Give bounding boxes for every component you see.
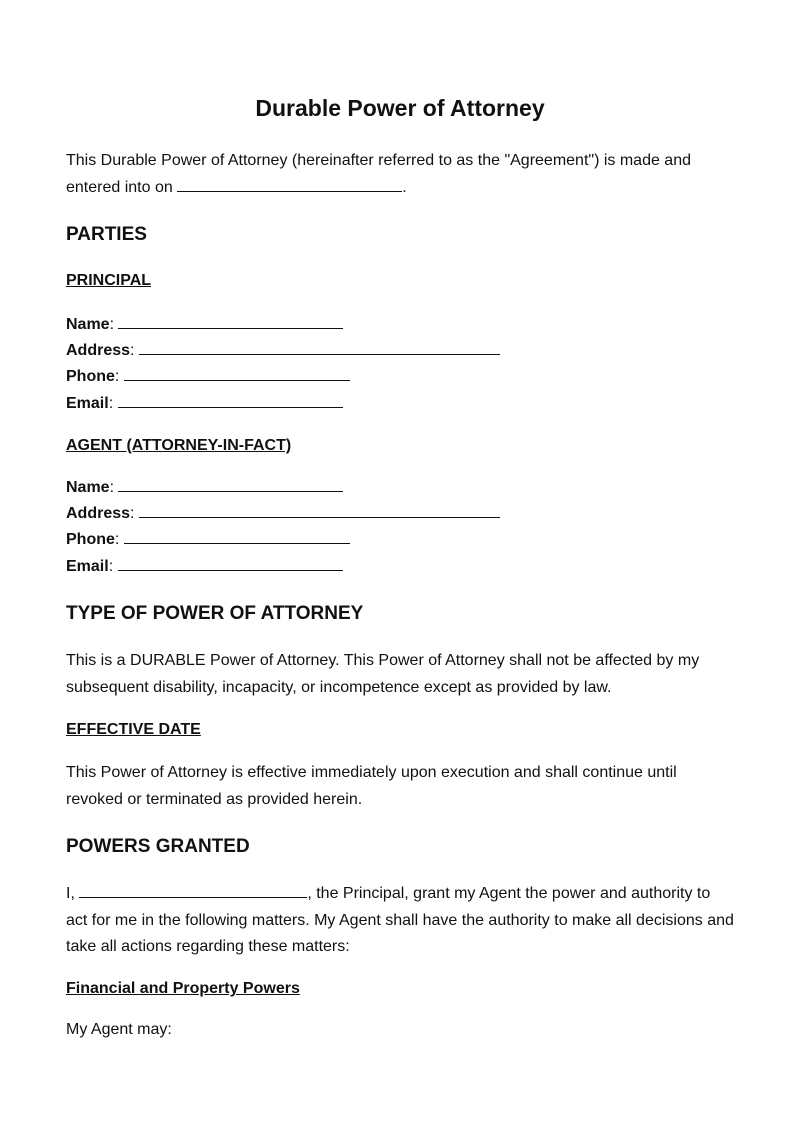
principal-address-row: [66, 338, 736, 364]
principal-name-label: Name: [66, 316, 110, 333]
separator: :: [114, 368, 120, 386]
financial-heading: Financial and Property Powers: [66, 980, 300, 997]
separator: :: [114, 531, 120, 549]
agent-phone-row: [66, 527, 736, 553]
effective-date-heading: EFFECTIVE DATE: [66, 721, 201, 738]
intro-text: This Durable Power of Attorney (hereinafter referred to as the "Agreement") is made and entered into on: [66, 152, 691, 196]
principal-name-row: [66, 312, 736, 338]
principal-phone-row: [66, 364, 736, 390]
principal-address-field[interactable]: [139, 340, 500, 355]
intro-paragraph: [66, 148, 736, 201]
type-paragraph: This is a DURABLE Power of Attorney. This Power of Attorney shall not be affected by my subsequent disability, incapacity, or incompetence except as provided by law.: [66, 652, 700, 696]
separator: :: [130, 505, 135, 523]
agent-email-field[interactable]: [118, 556, 343, 571]
principal-name-field[interactable]: [118, 314, 343, 329]
separator: :: [108, 394, 114, 412]
separator: :: [109, 479, 115, 496]
powers-paragraph: [66, 881, 736, 961]
parties-heading: PARTIES: [66, 224, 147, 245]
agent-heading: AGENT (ATTORNEY-IN-FACT): [66, 437, 292, 454]
intro-end: .: [402, 178, 407, 196]
document-title: Durable Power of Attorney: [255, 95, 545, 121]
principal-grant-name-field[interactable]: [79, 883, 307, 898]
principal-address-label: Address: [66, 342, 131, 360]
agent-email-row: [66, 554, 736, 580]
separator: :: [108, 557, 114, 575]
type-heading: TYPE OF POWER OF ATTORNEY: [66, 603, 364, 624]
agent-name-label: Name: [66, 479, 110, 496]
agent-name-field[interactable]: [118, 477, 343, 492]
principal-phone-field[interactable]: [124, 366, 350, 381]
principal-fields: [66, 312, 736, 417]
agent-address-row: [66, 501, 736, 527]
powers-text-start: I,: [66, 885, 75, 902]
principal-email-label: Email: [66, 394, 109, 412]
agent-phone-field[interactable]: [124, 529, 350, 544]
agent-address-label: Address: [66, 505, 131, 523]
agent-email-label: Email: [66, 557, 109, 575]
powers-text-rest: , the Principal, grant my Agent the power and authority to act for me in the following matters. My Agent shall have the authority to make all decisions and take all actions regarding these matters:: [66, 885, 734, 955]
powers-heading: POWERS GRANTED: [66, 836, 250, 857]
agreement-date-field[interactable]: [177, 177, 402, 192]
financial-paragraph: My Agent may:: [66, 1021, 172, 1038]
principal-email-field[interactable]: [118, 393, 343, 408]
agent-name-row: [66, 475, 736, 501]
separator: :: [130, 342, 135, 360]
agent-address-field[interactable]: [139, 503, 500, 518]
separator: :: [109, 316, 115, 333]
principal-email-row: [66, 391, 736, 417]
principal-heading: PRINCIPAL: [66, 272, 152, 289]
effective-date-paragraph: This Power of Attorney is effective immediately upon execution and shall continue until revoked or terminated as provided herein.: [66, 764, 677, 808]
agent-fields: [66, 475, 736, 580]
agent-phone-label: Phone: [66, 531, 115, 549]
principal-phone-label: Phone: [66, 368, 115, 386]
